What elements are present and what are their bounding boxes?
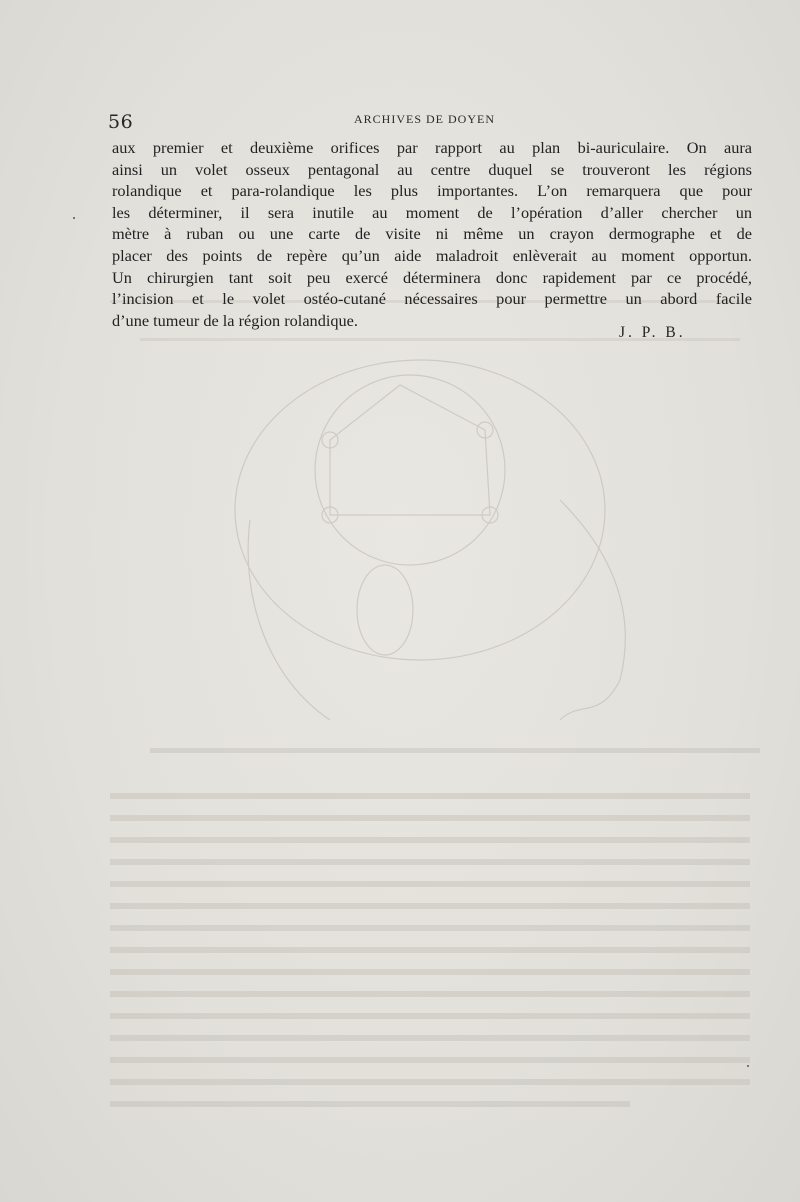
text-line: aux premier et deuxième orifices par rapport au plan bi-auriculaire. On aura (112, 138, 752, 157)
text-line: rolandique et para-rolandique les plus importantes. L’on remarquera que pour (112, 181, 752, 201)
running-head: ARCHIVES DE DOYEN (354, 112, 495, 126)
text-line: placer des points de repère qu’un aide maladroit enlèverait au moment opportun. (112, 245, 752, 265)
author-signature: J. P. B. (619, 324, 686, 341)
text-line: mètre à ruban ou une carte de visite ni même un crayon dermographe et de (112, 224, 752, 244)
paper-speck (747, 1065, 749, 1067)
text-line: d’une tumeur de la région rolandique. (112, 310, 358, 330)
body-paragraph (112, 137, 752, 331)
text-line: Un chirurgien tant soit peu exercé déterminera donc rapidement par ce procédé, (112, 267, 752, 287)
paper-speck (73, 217, 75, 219)
text-line: ainsi un volet osseux pentagonal au centre duquel se trouveront les régions (112, 159, 752, 179)
page-number: 56 (108, 111, 134, 133)
text-line: les déterminer, il sera inutile au moment de l’opération d’aller chercher un (112, 202, 752, 222)
text-line: l’incision et le volet ostéo-cutané nécessaires pour permettre un abord facile (112, 289, 752, 309)
